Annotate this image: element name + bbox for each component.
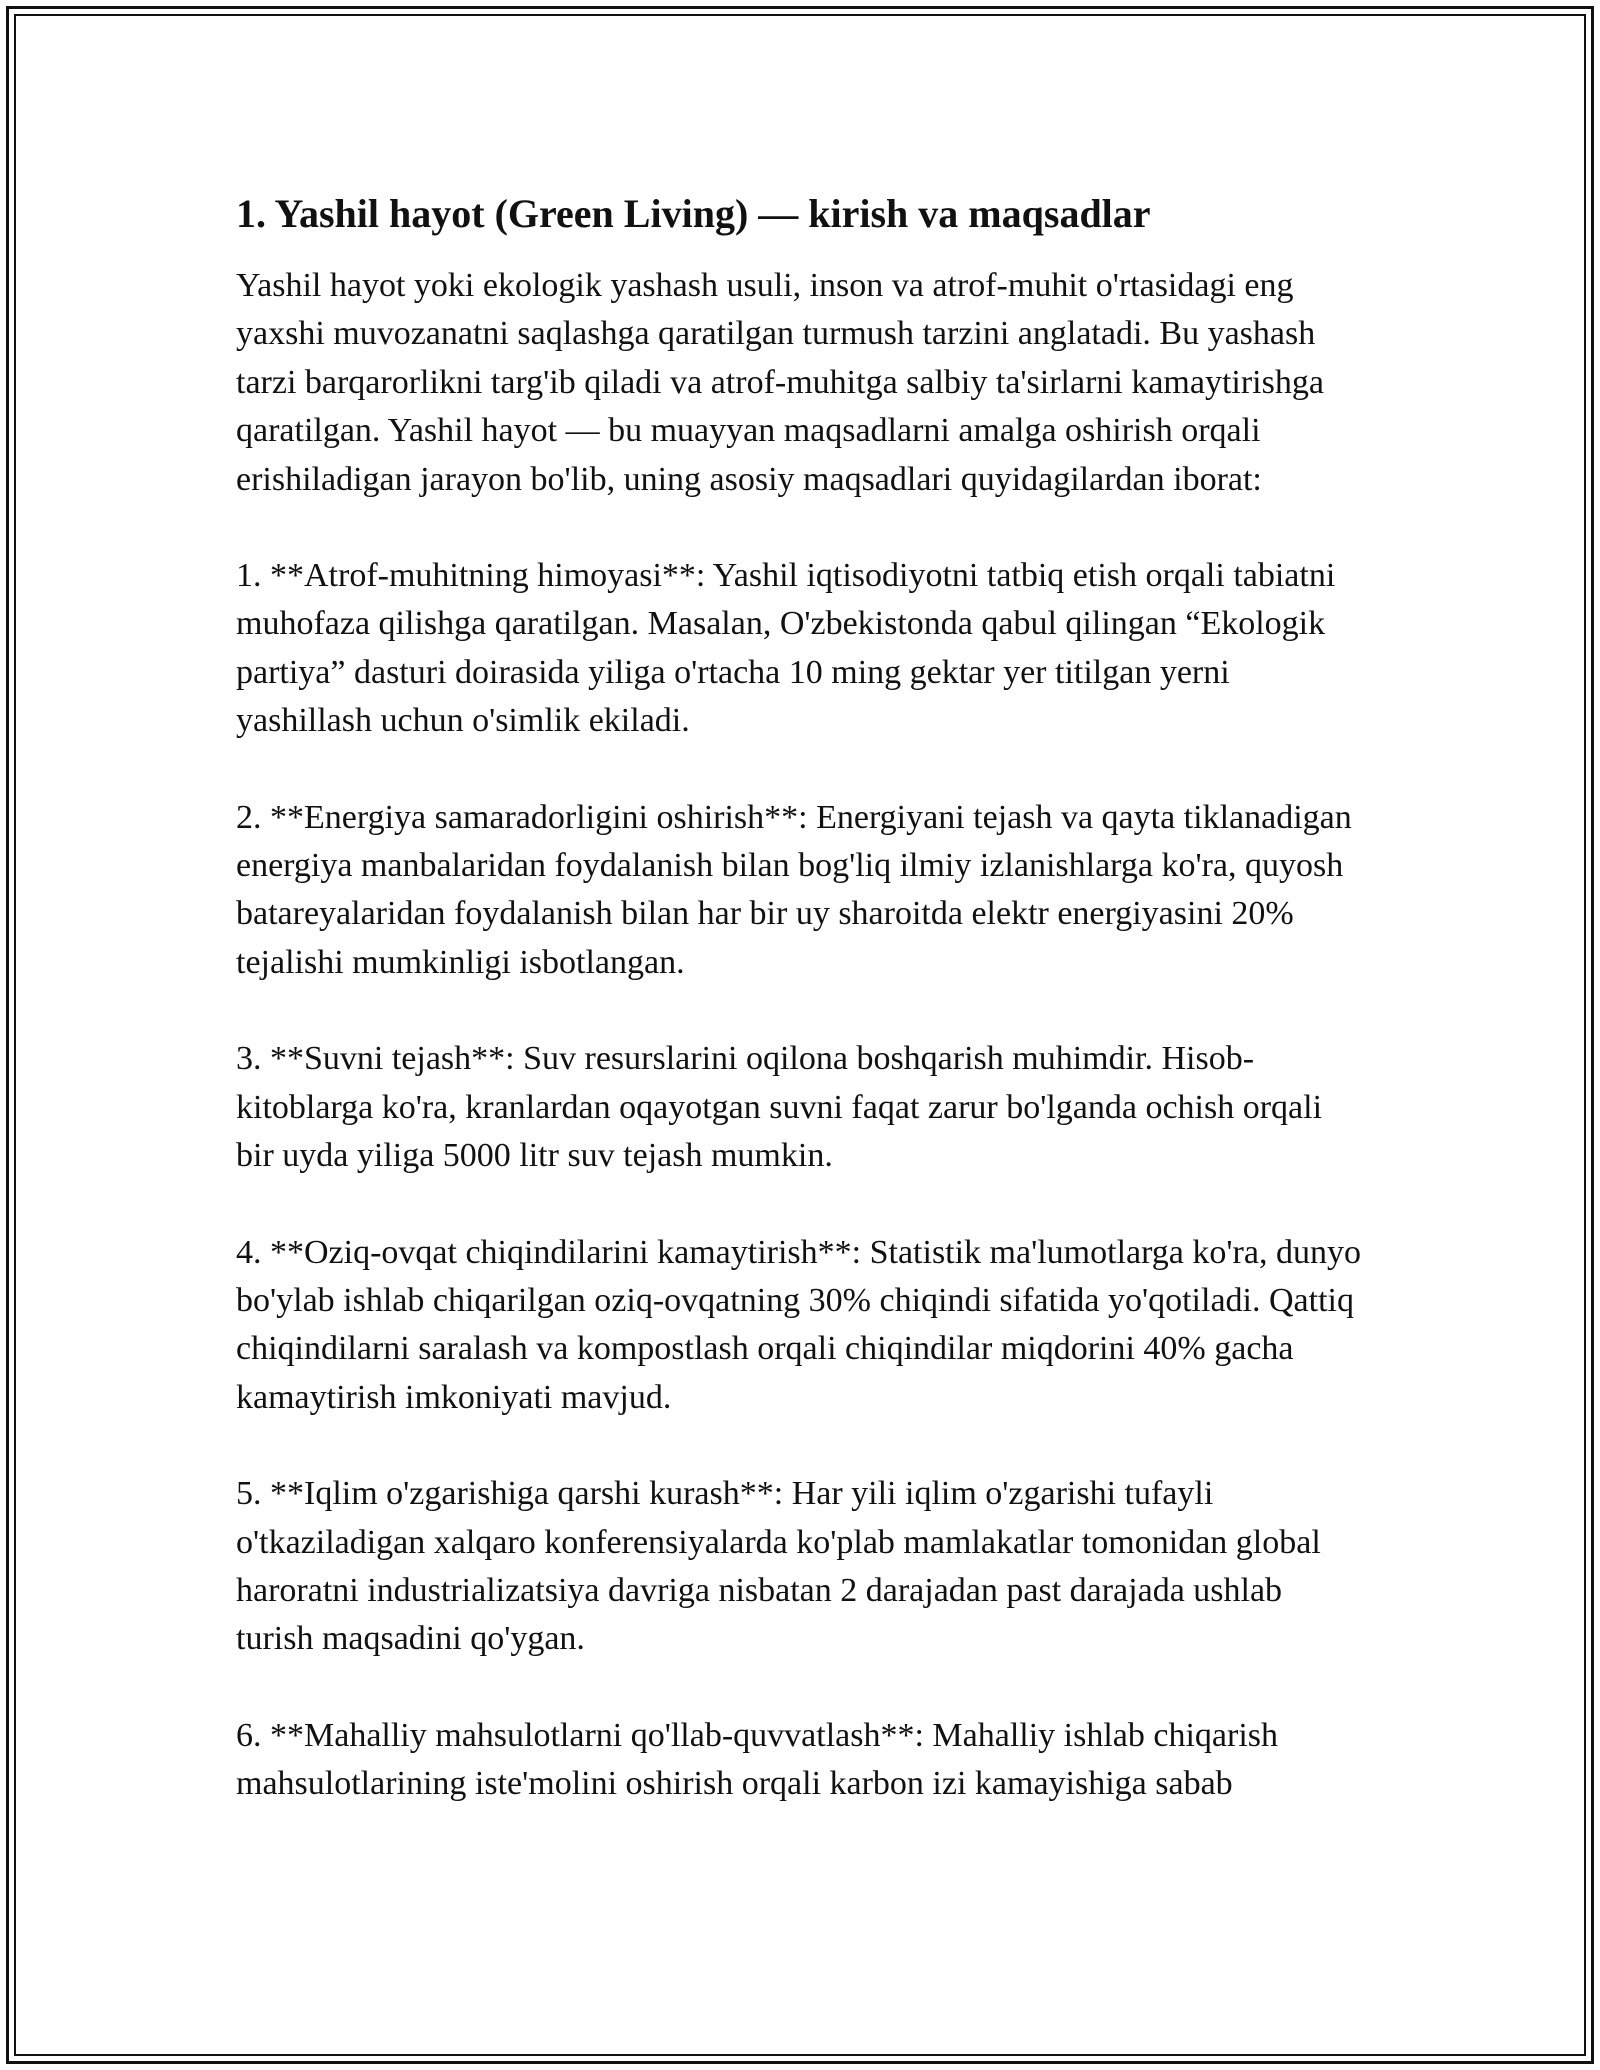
list-item-local-products: 6. **Mahalliy mahsulotlarni qo'llab-quvvatlash**: Mahalliy ishlab chiqarish mahsulotlarining iste'molini oshirish orqali karbon izi kamayishiga sabab: [236, 1716, 1278, 1803]
section-heading: 1. Yashil hayot (Green Living) — kirish va maqsadlar: [236, 191, 1151, 236]
list-item-water-saving: 3. **Suvni tejash**: Suv resurslarini oqilona boshqarish muhimdir. Hisob-kitoblarga ko'ra, kranlardan oqayotgan suvni faqat zarur bo'lganda ochish orqali bir uyda yiliga 5000 litr suv tejash mumkin.: [236, 1040, 1323, 1175]
document-body: [236, 190, 1366, 1857]
list-item-energy-efficiency: 2. **Energiya samaradorligini oshirish**: Energiyani tejash va qayta tiklanadigan energiya manbalaridan foydalanish bilan bog'liq ilmiy izlanishlarga ko'ra, quyosh batareyalaridan foydalanish bilan har bir uy sharoitda elektr energiyasini 20% tejalishi mumkinligi isbotlangan.: [236, 798, 1352, 981]
list-item-environment-protection: 1. **Atrof-muhitning himoyasi**: Yashil iqtisodiyotni tatbiq etish orqali tabiatni muhofaza qilishga qaratilgan. Masalan, O'zbekistonda qabul qilingan “Ekologik partiya” dasturi doirasida yiliga o'rtacha 10 ming gektar yer titilgan yerni yashillash uchun o'simlik ekiladi.: [236, 557, 1336, 740]
list-item-food-waste: 4. **Oziq-ovqat chiqindilarini kamaytirish**: Statistik ma'lumotlarga ko'ra, dunyo bo'ylab ishlab chiqarilgan oziq-ovqatning 30% chiqindi sifatida yo'qotiladi. Qattiq chiqindilarni saralash va kompostlash orqali chiqindilar miqdorini 40% gacha kamaytirish imkoniyati mavjud.: [236, 1233, 1361, 1416]
list-item-climate-change: 5. **Iqlim o'zgarishiga qarshi kurash**: Har yili iqlim o'zgarishi tufayli o'tkaziladigan xalqaro konferensiyalarda ko'plab mamlakatlar tomonidan global haroratni industrializatsiya davriga nisbatan 2 darajadan past darajada ushlab turish maqsadini qo'ygan.: [236, 1475, 1321, 1658]
intro-paragraph: Yashil hayot yoki ekologik yashash usuli, inson va atrof-muhit o'rtasidagi eng yaxshi muvozanatni saqlashga qaratilgan turmush tarzini anglatadi. Bu yashash tarzi barqarorlikni targ'ib qiladi va atrof-muhitga salbiy ta'sirlarni kamaytirishga qaratilgan. Yashil hayot — bu muayyan maqsadlarni amalga oshirish orqali erishiladigan jarayon bo'lib, uning asosiy maqsadlari quyidagilardan iborat:: [236, 267, 1324, 498]
